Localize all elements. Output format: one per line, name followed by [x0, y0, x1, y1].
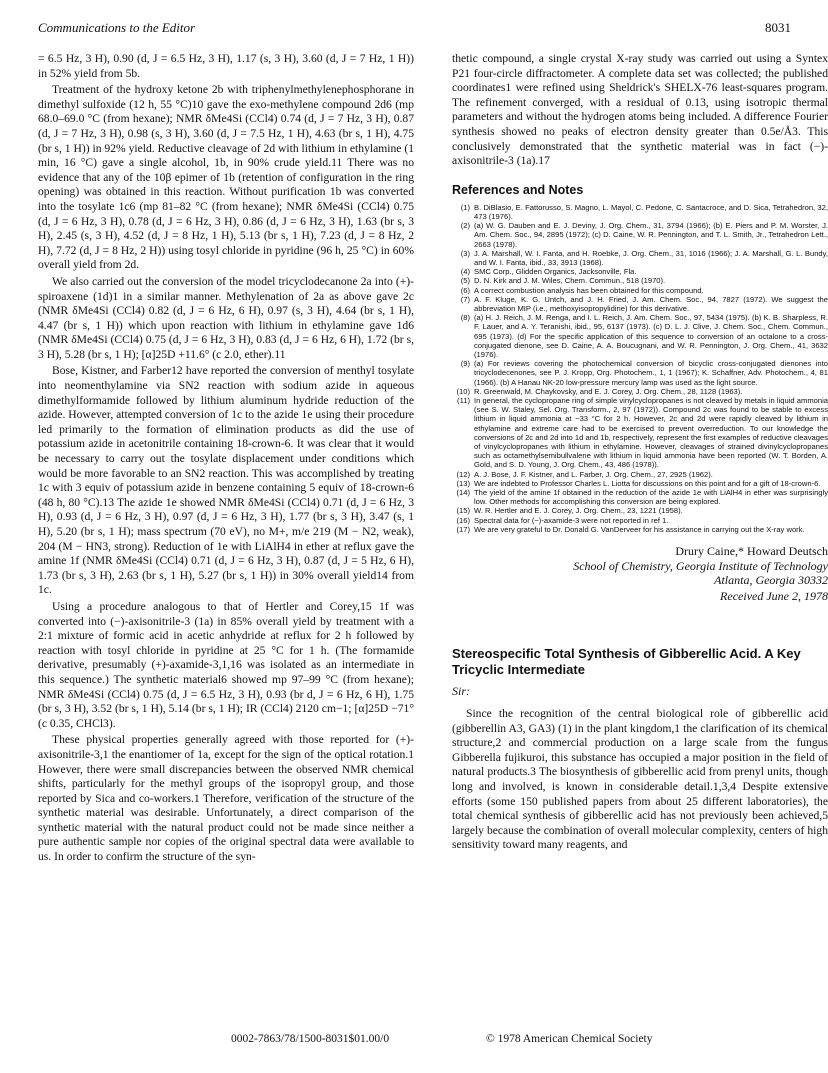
reference-number: (10) [456, 386, 470, 396]
reference-number: (13) [456, 478, 470, 488]
body-paragraph: Using a procedure analogous to that of Hertler and Corey,15 1f was converted into (−)-axisonitrile-3 (1a) in 85% overall yield by treatment with a 2:1 mixture of formic acid in acetic anhydride at reflux for 2 h followed by reaction with tosyl chloride in pyridine at 25 °C for 1 h. (The formamide derivative, presumably (+)-axamide-3,1,16 was isolated as an intermediate in this sequence.) The synthetic material6 showed mp 97–99 °C (from hexane); NMR δMe4Si (CCl4) 0.75 (d, J = 6.5 Hz, 3 H), 0.93 (br d, J = 6 Hz, 6 H), 1.75 (br s, 3 H), 3.52 (br s, 1 H), 5.14 (br s, 1 H); IR (CCl4) 2120 cm−1; [α]25D −71° (c 0.35, CHCl3). [38, 599, 414, 730]
reference-number: (5) [460, 276, 470, 286]
footer-copyright: © 1978 American Chemical Society [486, 1033, 653, 1045]
reference-text: (a) W. G. Dauben and E. J. Deviny, J. Org. Chem., 31, 3794 (1966); (b) E. Piers and P. M. Worster, J. Am. Chem. Soc., 94, 2895 (1972); (c) D. Caine, W. R. Pennington, and T. L. Smith, Jr., Tetrahedron Lett., 2663 (1978). [474, 221, 828, 249]
reference-number: (15) [456, 506, 470, 516]
reference-number: (16) [456, 515, 470, 525]
references-list [452, 203, 828, 534]
right-column [452, 52, 828, 1032]
reference-text: We are indebted to Professor Charles L. Liotta for discussions on this point and for a gift of 18-crown-6. [474, 478, 821, 488]
reference-text: R. Greenwald, M. Chaykovsky, and E. J. Corey, J. Org. Chem., 28, 1128 (1963). [474, 386, 743, 396]
reference-text: D. N. Kirk and J. M. Wiles, Chem. Commun., 518 (1970). [474, 276, 666, 286]
page-number: 8031 [765, 20, 791, 35]
body-paragraph: We also carried out the conversion of the model tricyclodecanone 2a into (+)-spiroaxene (1d)1 in a similar manner. Methylenation of 2a as above gave 2c (NMR δMe4Si (CCl4) 0.82 (d, J = 6 Hz, 6 H), 0.97 (s, 3 H), 4.64 (br s, 1 H), 4.47 (br s, 1 H)) which upon reaction with lithium in ethylamine gave 1d6 (NMR δMe4Si (CCl4) 0.75 (d, J = 6 Hz, 3 H), 0.83 (d, J = 6 Hz, 6 H), 1.72 (br s, 3 H), 5.28 (br s, 1 H); [α]25D +11.6° (c 2.0, ether).11 [38, 274, 414, 361]
reference-number: (3) [460, 248, 470, 258]
reference-item [452, 295, 828, 313]
reference-text: (a) H. J. Reich, J. M. Renga, and I. L. Reich, J. Am. Chem. Soc., 97, 5434 (1975). (b) K. B. Sharpless, R. F. Lauer, and A. Y. Teranishi, ibid., 95, 6137 (1973). (c) D. L. J. Clive, J. Chem. Soc., Chem. Commun., 695 (1973). (d) For the specific application of this sequence to conversion of an octalone to a cross-conjugated dienone, see D. Caine, A. A. Boucugnani, and W. R. Pennington, J. Org. Chem., 41, 3632 (1976). [474, 313, 828, 359]
reference-number: (2) [460, 221, 470, 231]
reference-item [452, 313, 828, 359]
body-paragraph: = 6.5 Hz, 3 H), 0.90 (d, J = 6.5 Hz, 3 H), 1.17 (s, 3 H), 3.60 (d, J = 7 Hz, 1 H)) in 52% yield from 5b. [38, 52, 414, 80]
reference-item [452, 470, 828, 479]
reference-item [452, 506, 828, 515]
affiliation-line: Atlanta, Georgia 30332 [714, 573, 828, 588]
reference-number: (6) [460, 285, 470, 295]
article-title: Stereospecific Total Synthesis of Gibberellic Acid. A Key Tricyclic Intermediate [452, 646, 801, 678]
body-paragraph: Since the recognition of the central biological role of gibberellic acid (gibberellin A3, GA3) (1) in the plant kingdom,1 the clarification of its chemical structure,2 and commercial production on a large scale from the fungus Gibberella fujikuroi, this substance has occupied a major position in the field of natural products.3 The biosynthesis of gibberellic acid from prenyl units, though long and involved, is known in considerable detail.1,3,4 Despite extensive efforts (some 150 published papers from about 25 different laboratories), the total chemical synthesis of gibberellic acid has not previously been achieved,5 largely because the combination of overall molecular complexity, centers of high sensitivity toward many reagents, and [452, 707, 828, 852]
reference-item [452, 203, 828, 221]
reference-number: (7) [460, 294, 470, 304]
author-names: Drury Caine,* Howard Deutsch [675, 544, 828, 559]
reference-text: B. DiBlasio, E. Fattorusso, S. Magno, L. Mayol, C. Pedone, C. Santacroce, and D. Sica, Tetrahedron, 32, 473 (1976). [474, 202, 828, 221]
reference-number: (1) [460, 202, 470, 212]
reference-text: Spectral data for (−)-axamide-3 were not reported in ref 1. [474, 515, 669, 525]
reference-number: (14) [456, 488, 470, 498]
body-paragraph: Treatment of the hydroxy ketone 2b with triphenylmethylenephosphorane in dimethyl sulfoxide (12 h, 55 °C)10 gave the exo-methylene compound 2d6 (mp 68.0–69.0 °C (from hexane); NMR δMe4Si (CCl4) 0.74 (d, J = 7 Hz, 3 H), 0.87 (d, J = 7 Hz, 3 H), 0.98 (s, 3 H), 3.60 (d, J = 7.5 Hz, 1 H), 4.63 (br s, 1 H), 4.75 (br s, 1 H)) in 92% yield. Reductive cleavage of 2d with lithium in ethylamine (1 min, 16 °C) gave a single alcohol, 1b, in 90% crude yield.11 There was no evidence that any of the 10β epimer of 1b (retention of configuration in the ring opening) was obtained in this reaction. Without purification 1b was converted into the tosylate 1c6 (mp 81–82 °C (from hexane); NMR δMe4Si (CCl4) 0.75 (d, J = 6 Hz, 3 H), 0.78 (d, J = 6 Hz, 3 H), 0.86 (d, J = 6 Hz, 3 H), 1.63 (br s, 3 H), 2.45 (s, 3 H), 4.52 (d, J = 8 Hz, 1 H), 5.13 (br s, 1 H), 7.23 (d, J = 8 Hz, 2 H), 7.72 (d, J = 8 Hz, 2 H)) using tosyl chloride in pyridine (96 h, 25 °C) in 60% overall yield from 2d. [38, 83, 414, 272]
salutation: Sir: [452, 684, 470, 699]
reference-text: J. A. Marshall, W. I. Fanta, and H. Roebke, J. Org. Chem., 31, 1016 (1966); J. A. Marshall, G. L. Bundy, and W. I. Fanta, ibid., 33, 3913 (1968). [474, 248, 828, 267]
reference-number: (11) [457, 396, 470, 406]
reference-item [452, 276, 828, 285]
reference-text: The yield of the amine 1f obtained in the reduction of the azide 1e with LiAlH4 in ether was surprisingly low. Other methods for accomplishing this conversion are being explored. [474, 488, 828, 507]
reference-item [452, 387, 828, 396]
body-paragraph: These physical properties generally agreed with those reported for (+)-axisonitrile-3,1 the enantiomer of 1a, except for the sign of the optical rotation.1 However, there were small discrepancies between the observed NMR chemical shifts, particularly for the methyl groups of the isopropyl group, and those reported by Sica and co-workers.1 Therefore, verification of the structure of the synthetic material was desirable. Unfortunately, a direct comparison of the synthetic material with the natural product could not be made since neither a pure authentic sample nor copies of the original spectral data were available to us. In order to confirm the structure of the syn- [38, 733, 414, 864]
references-heading: References and Notes [452, 182, 584, 197]
reference-text: In general, the cyclopropane ring of simple vinylcyclopropanes is not cleaved by metals in liquid ammonia (see S. W. Staley, Sel. Org. Transform., 2, 97 (1972)). Compound 2c was found to be stable to excess lithium in liquid ammonia at −33 °C for 2 h. However, 2c and 2d were rapidly cleaved by lithium in ethylamine and extreme care had to be exercised to prevent overreduction. To our knowledge the conversions of 2c and 2d into 1d and 1b, respectively, represent the first examples of reductive cleavages of vinylcyclopropanes with lithium in ethylamine. However, cleavages of strained divinylcyclopropanes such as octamethylsemibullvalene with lithium in liquid ammonia have been reported (W. T. Borden, A. Gold, and S. D. Young, J. Org. Chem., 43, 486 (1978)). [474, 396, 828, 470]
reference-text: A. F. Kluge, K. G. Untch, and J. H. Fried, J. Am. Chem. Soc., 94, 7827 (1972). We suggest the abbreviation MIP (i.e., methoxyisopropylidine) for this derivative. [474, 294, 828, 313]
received-date: Received June 2, 1978 [720, 589, 828, 604]
reference-item [452, 525, 828, 534]
reference-item [452, 488, 828, 506]
reference-text: We are very grateful to Dr. Donald G. VanDerveer for his assistance in carrying out the X-ray work. [474, 524, 805, 534]
reference-text: A. J. Bose, J. F. Kistner, and L. Farber, J. Org. Chem., 27, 2925 (1962). [474, 469, 713, 479]
reference-number: (17) [456, 524, 470, 534]
left-column [38, 52, 414, 1032]
reference-item [452, 516, 828, 525]
body-paragraph: thetic compound, a single crystal X-ray study was carried out using a Syntex P21 four-circle diffractometer. A complete data set was collected; the published coordinates1 were refined using Sheldrick's SHELX-76 least-squares program. The refinement converged, with a residual of 0.13, using isotropic thermal parameters and without the hydrogen atoms being included. A difference Fourier synthesis showed no peaks of electron density greater than 0.5e/Å3. This conclusively demonstrated that the synthetic material was in fact (−)-axisonitrile-3 (1a).17 [452, 52, 828, 168]
reference-number: (4) [460, 267, 470, 277]
reference-item [452, 359, 828, 387]
reference-number: (8) [460, 313, 470, 323]
reference-item [452, 221, 828, 249]
reference-item [452, 267, 828, 276]
reference-text: A correct combustion analysis has been obtained for this compound. [474, 285, 704, 295]
reference-text: W. R. Hertler and E. J. Corey, J. Org. Chem., 23, 1221 (1958). [474, 506, 683, 516]
reference-item [452, 396, 828, 470]
reference-text: (a) For reviews covering the photochemical conversion of bicyclic cross-conjugated dienones into tricyclodecenones, see P. J. Kropp, Org. Photochem., 1, 1 (1967); K. Schaffner, Adv. Photochem., 4, 81 (1966). (b) A Hanau NK-20 low-pressure mercury lamp was used as the light source. [474, 359, 828, 387]
reference-text: SMC Corp., Glidden Organics, Jacksonville, Fla. [474, 267, 637, 277]
reference-number: (9) [460, 359, 470, 369]
reference-number: (12) [456, 469, 470, 479]
reference-item [452, 286, 828, 295]
running-header-title: Communications to the Editor [38, 20, 196, 35]
affiliation-line: School of Chemistry, Georgia Institute of Technology [573, 559, 828, 574]
reference-item [452, 479, 828, 488]
reference-item [452, 249, 828, 267]
footer-code: 0002-7863/78/1500-8031$01.00/0 [231, 1033, 390, 1045]
body-paragraph: Bose, Kistner, and Farber12 have reported the conversion of menthyl tosylate into neomenthylamine via SN2 reaction with sodium azide in aqueous dimethylformamide followed by lithium aluminum hydride reduction of the azide. However, attempted conversion of 1c to the azide 1e using their procedure led primarily to the formation of elimination products as did the use of potassium azide in acetonitrile containing 18-crown-6. It was clear that it would be necessary to carry out the tosylate displacement under conditions which would be more favorable to an SN2 reaction. This was accomplished by treating 1c with 3 equiv of potassium azide in benzene containing 5 equiv of 18-crown-6 (48 h, 80 °C).13 The azide 1e showed NMR δMe4Si (CCl4) 0.71 (d, J = 6 Hz, 3 H), 0.93 (d, J = 6 Hz, 3 H), 0.97 (d, J = 6 Hz, 3 H), 1.77 (br s, 3 H), 3.47 (s, 1 H), 5.20 (br s, 1 H); mass spectrum (70 eV), no M+, m/e 219 (M − N2, weak), 204 (M − HN3, strong). Reduction of 1e with LiAlH4 in ether at reflux gave the amine 1f (NMR δMe4Si (CCl4) 0.71 (d, J = 6 Hz, 3 H), 0.87 (d, J = 5 Hz, 6 H), 1.73 (br s, 3 H), 2.63 (br s, 1 H), 5.27 (br s, 1 H)) in 30% overall yield14 from 1c. [38, 364, 414, 597]
